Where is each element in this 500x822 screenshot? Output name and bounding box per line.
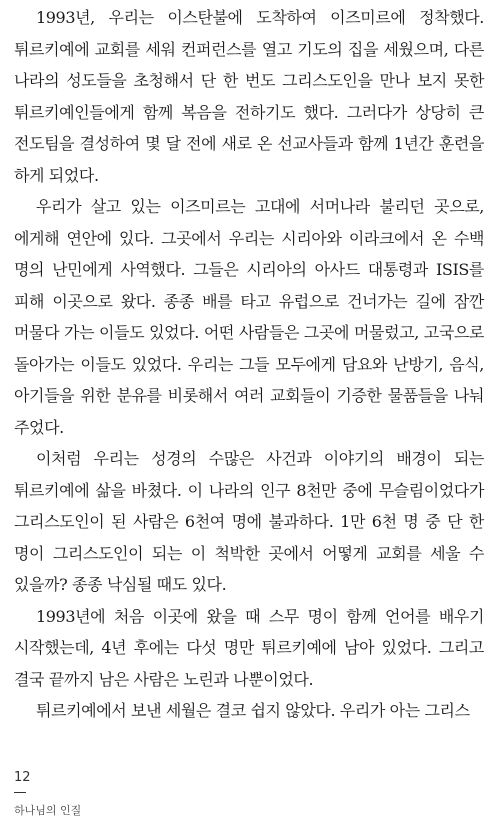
running-title: 하나님의 인질 xyxy=(14,804,82,817)
footer-divider xyxy=(14,792,26,793)
paragraph-4: 1993년에 처음 이곳에 왔을 때 스무 명이 함께 언어를 배우기 시작했는데, 4년 후에는 다섯 명만 튀르키예에 남아 있었다. 그리고 결국 끝까지 남은 사람은 노린과 나뿐이었다. xyxy=(14,606,484,689)
page-number: 12 xyxy=(14,770,31,785)
paragraph-3: 이처럼 우리는 성경의 수많은 사건과 이야기의 배경이 되는 튀르키예에 삶을 바쳤다. 이 나라의 인구 8천만 중에 무슬림이었다가 그리스도인이 된 사람은 6천여 명에 불과하다. 1만 6천 명 중 단 한 명이 그리스도인이 되는 이 척박한 곳에서 어떻게 교회를 세울 수 있을까? 종종 낙심될 때도 있다. xyxy=(14,449,484,594)
paragraph-2: 우리가 살고 있는 이즈미르는 고대에 서머나라 불리던 곳으로, 에게해 연안에 있다. 그곳에서 우리는 시리아와 이라크에서 온 수백 명의 난민에게 사역했다. 그들은 시리아의 아사드 대통령과 ISIS를 피해 이곳으로 왔다. 종종 배를 타고 유럽으로 건너가는 길에 잠깐 머물다 가는 이들도 있었다. 어떤 사람들은 그곳에 머물렀고, 고국으로 돌아가는 이들도 있었다. 우리는 그들 모두에게 담요와 난방기, 음식, 아기들을 위한 분유를 비롯해서 여러 교회들이 기증한 물품들을 나눠 주었다. xyxy=(14,197,484,437)
paragraph-5: 튀르키예에서 보낸 세월은 결코 쉽지 않았다. 우리가 아는 그리스 xyxy=(36,701,470,720)
paragraph-1: 1993년, 우리는 이스탄불에 도착하여 이즈미르에 정착했다. 튀르키예에 교회를 세워 컨퍼런스를 열고 기도의 집을 세웠으며, 다른 나라의 성도들을 초청해서 단 한 번도 그리스도인을 만나 보지 못한 튀르키예인들에게 함께 복음을 전하기도 했다. 그러다가 상당히 큰 전도팀을 결성하여 몇 달 전에 새로 온 선교사들과 함께 1년간 훈련을 하게 되었다. xyxy=(14,8,484,185)
body-text xyxy=(14,2,484,727)
